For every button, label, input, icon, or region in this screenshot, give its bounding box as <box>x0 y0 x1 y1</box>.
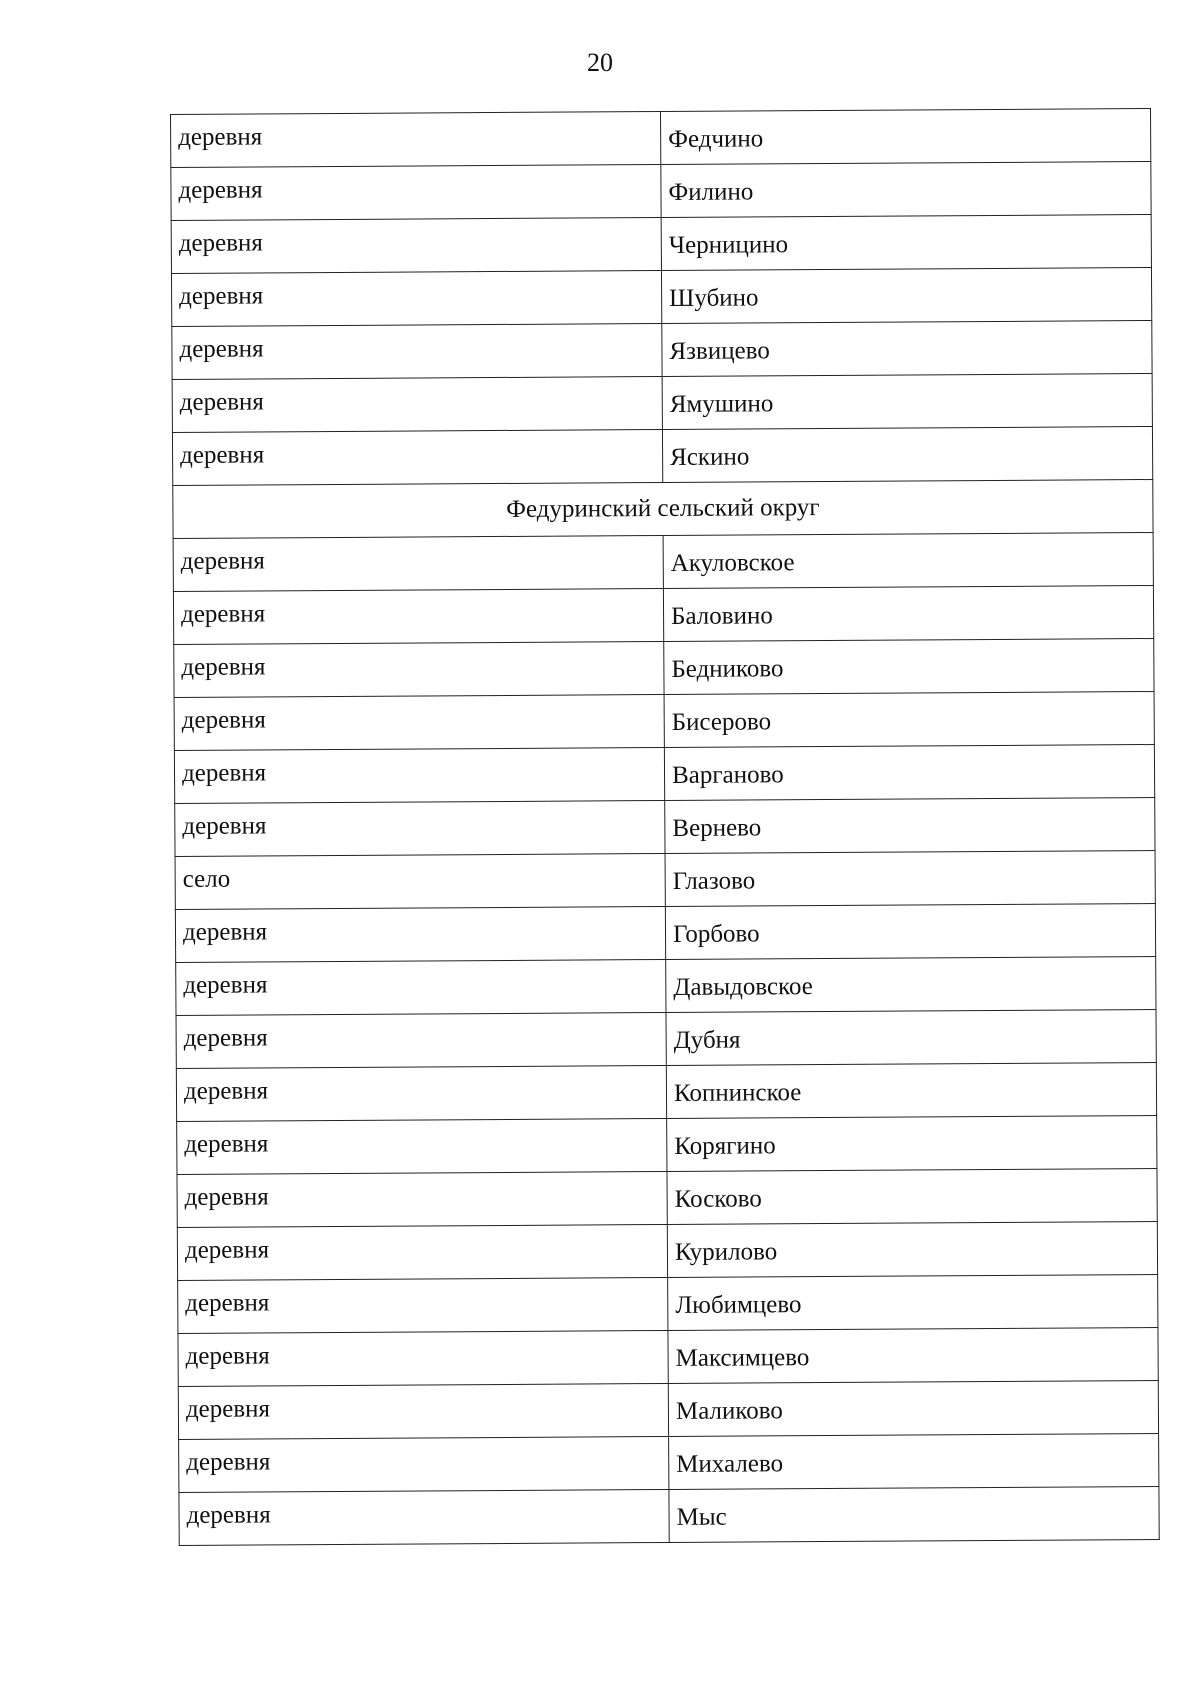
settlement-name-cell: Дубня <box>666 1009 1156 1065</box>
settlement-type-cell: деревня <box>172 376 662 432</box>
page-number: 20 <box>587 48 613 77</box>
settlement-type-cell: село <box>175 853 665 909</box>
settlement-type-cell: деревня <box>171 218 661 274</box>
settlement-name-cell: Горбово <box>665 903 1155 959</box>
table-row <box>171 109 1151 168</box>
section-header-row <box>173 480 1153 539</box>
settlement-name-cell: Яскино <box>662 427 1152 483</box>
settlement-type-cell: деревня <box>178 1277 668 1333</box>
table-row <box>178 1380 1158 1439</box>
settlement-name-cell: Шубино <box>661 268 1151 324</box>
settlement-type-cell: деревня <box>178 1330 668 1386</box>
table-row <box>172 374 1152 433</box>
settlement-name-cell: Ямушино <box>662 374 1152 430</box>
table-row <box>177 1168 1157 1227</box>
settlement-name-cell: Федчино <box>660 109 1150 165</box>
settlement-type-cell: деревня <box>177 1224 667 1280</box>
table-row <box>176 956 1156 1015</box>
table-row <box>174 639 1154 698</box>
settlement-type-cell: деревня <box>178 1383 668 1439</box>
settlement-name-cell: Маликово <box>668 1380 1158 1436</box>
table-row <box>175 850 1155 909</box>
settlement-type-cell: деревня <box>172 323 662 379</box>
settlement-type-cell: деревня <box>174 747 664 803</box>
settlement-type-cell: деревня <box>176 1012 666 1068</box>
settlement-name-cell: Копнинское <box>666 1062 1156 1118</box>
settlements-table-body <box>171 109 1160 1546</box>
settlement-name-cell: Глазово <box>665 850 1155 906</box>
settlement-name-cell: Корягино <box>667 1115 1157 1171</box>
table-row <box>179 1433 1159 1492</box>
settlements-table <box>170 108 1160 1546</box>
settlement-type-cell: деревня <box>173 535 663 591</box>
section-header: Федуринский сельский округ <box>173 480 1153 539</box>
settlement-type-cell: деревня <box>173 588 663 644</box>
settlement-name-cell: Филино <box>661 162 1151 218</box>
settlement-type-cell: деревня <box>176 959 666 1015</box>
settlement-name-cell: Любимцево <box>668 1274 1158 1330</box>
settlement-name-cell: Черницино <box>661 215 1151 271</box>
table-row <box>171 215 1151 274</box>
table-row <box>172 321 1152 380</box>
table-row <box>171 268 1151 327</box>
table-row <box>174 744 1154 803</box>
settlement-name-cell: Вернево <box>665 797 1155 853</box>
table-row <box>174 691 1154 750</box>
settlement-type-cell: деревня <box>179 1436 669 1492</box>
settlement-name-cell: Бедниково <box>664 639 1154 695</box>
settlement-name-cell: Варганово <box>664 744 1154 800</box>
settlement-name-cell: Бисерово <box>664 691 1154 747</box>
table-row <box>176 1062 1156 1121</box>
settlement-type-cell: деревня <box>175 906 665 962</box>
table-row <box>177 1221 1157 1280</box>
settlement-type-cell: деревня <box>171 271 661 327</box>
settlement-type-cell: деревня <box>179 1489 669 1545</box>
settlement-type-cell: деревня <box>172 429 662 485</box>
table-row <box>179 1486 1159 1545</box>
table-row <box>173 533 1153 592</box>
table-row <box>175 797 1155 856</box>
settlement-name-cell: Косково <box>667 1168 1157 1224</box>
table-row <box>178 1327 1158 1386</box>
settlement-name-cell: Баловино <box>663 586 1153 642</box>
table-row <box>172 427 1152 486</box>
settlement-type-cell: деревня <box>177 1118 667 1174</box>
settlement-type-cell: деревня <box>175 800 665 856</box>
settlement-name-cell: Язвицево <box>662 321 1152 377</box>
table-row <box>171 162 1151 221</box>
settlement-type-cell: деревня <box>174 694 664 750</box>
table-row <box>175 903 1155 962</box>
settlement-type-cell: деревня <box>177 1171 667 1227</box>
settlement-type-cell: деревня <box>171 112 661 168</box>
settlement-type-cell: деревня <box>176 1065 666 1121</box>
settlement-name-cell: Мыс <box>669 1486 1159 1542</box>
settlement-name-cell: Михалево <box>669 1433 1159 1489</box>
settlement-name-cell: Максимцево <box>668 1327 1158 1383</box>
table-row <box>176 1009 1156 1068</box>
settlement-name-cell: Давыдовское <box>666 956 1156 1012</box>
table-row <box>173 586 1153 645</box>
settlement-name-cell: Акуловское <box>663 533 1153 589</box>
table-row <box>178 1274 1158 1333</box>
table-row <box>177 1115 1157 1174</box>
settlement-type-cell: деревня <box>174 641 664 697</box>
settlement-name-cell: Курилово <box>667 1221 1157 1277</box>
settlement-type-cell: деревня <box>171 165 661 221</box>
